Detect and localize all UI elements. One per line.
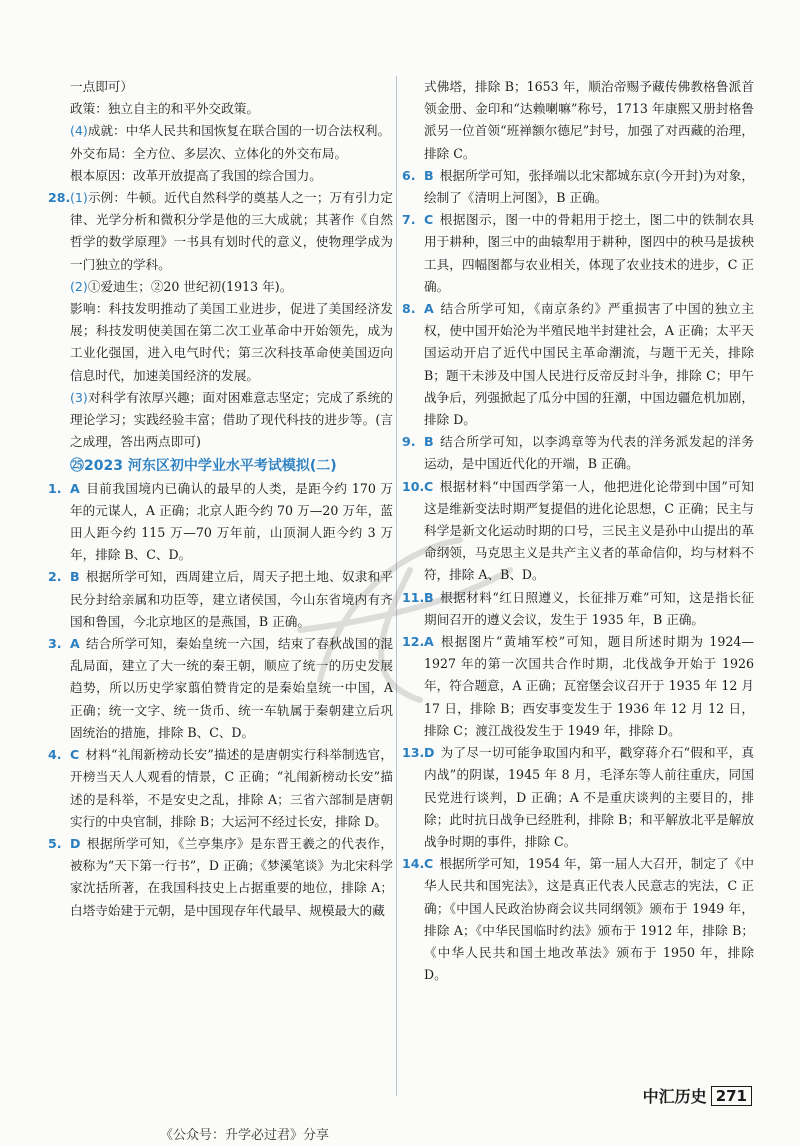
question-number: 3.	[48, 636, 62, 652]
question-number: 12.	[402, 634, 425, 650]
question-number: 6.	[402, 167, 416, 183]
text-line	[70, 187, 393, 276]
answer-explanation: 结合所学可知，以李鸿章等为代表的洋务派发起的洋务运动，是中国近代化的开端，B 正确。	[424, 434, 754, 472]
question-item	[402, 431, 754, 475]
text-line: 外交布局：全方位、多层次、立体化的外交布局。	[70, 145, 348, 161]
sub-number: (1)	[70, 190, 88, 206]
answer-letter: A	[424, 301, 434, 317]
text-line: 影响：科技发明推动了美国工业进步，促进了美国经济发展；科技发明使美国在第二次工业革命中开始领先，成为工业化强国，进入电气时代；第三次科技革命使美国迈向信息时代，加速美国经济的发展。	[70, 301, 393, 383]
question-item	[402, 853, 754, 986]
right-column	[402, 76, 754, 986]
question-28	[48, 187, 393, 453]
question-number: 8.	[402, 301, 416, 317]
left-column	[48, 76, 393, 922]
question-number: 28.	[48, 190, 71, 206]
question-item	[48, 833, 393, 922]
answer-letter: C	[424, 212, 434, 228]
answer-explanation: 材料“礼闱新榜动长安”描述的是唐朝实行科举制选官，开榜当天人人观看的情景，C 正确；“礼闱新榜动长安”描述的是科举，不是安史之乱，排除 A；三省六部制是唐朝实行的中央官制，排除 B；大运河不经过长安，排除 D。	[70, 747, 393, 829]
answer-letter: B	[424, 167, 434, 183]
answer-explanation: 根据所学可知，西周建立后，周天子把土地、奴隶和平民分封给亲属和功臣等，建立诸侯国，今山东省境内有齐国和鲁国，今北京地区的是燕国，B 正确。	[70, 569, 393, 629]
sub-answer: ①爱迪生；②20 世纪初(1913 年)。	[87, 278, 293, 294]
question-item	[402, 587, 754, 631]
question-number: 7.	[402, 212, 416, 228]
question-number: 11.	[402, 589, 425, 605]
answer-letter: A	[424, 634, 434, 650]
column-divider	[396, 76, 397, 1096]
answer-letter: A	[70, 480, 80, 496]
q27-continuation	[48, 76, 393, 187]
answer-letter: B	[424, 434, 434, 450]
question-number: 5.	[48, 835, 62, 851]
question-number: 2.	[48, 569, 62, 585]
text-line	[70, 387, 393, 454]
answer-explanation: 结合所学可知，秦始皇统一六国，结束了春秋战国的混乱局面，建立了大一统的秦王朝，顺应了统一的历史发展趋势，所以历史学家翦伯赞肯定的是秦始皇统一中国，A 正确；统一文字、统一货币、统一车轨属于秦朝建立后巩固统治的措施，排除 B、C、D。	[70, 636, 393, 740]
question-number: 10.	[402, 478, 425, 494]
answer-letter: A	[70, 636, 80, 652]
sub-answer: 成就：中华人民共和国恢复在联合国的一切合法权利。	[87, 123, 391, 139]
text-line: 一点即可）	[70, 79, 133, 94]
question-item	[402, 298, 754, 431]
answer-letter: C	[70, 747, 80, 763]
question-number: 9.	[402, 434, 416, 450]
answer-explanation: 根据材料“中国西学第一人，他把进化论带到中国”可知这是维新变法时期严复提倡的进化论思想，C 正确；民主与科学是新文化运动时期的口号，三民主义是孙中山提出的革命纲领，马克思主义是共产主义者的革命信仰，均与材料不符，排除 A、B、D。	[424, 478, 754, 583]
answer-explanation: 根据所学可知，1954 年，第一届人大召开，制定了《中华人民共和国宪法》，这是真正代表人民意志的宪法，C 正确；《中国人民政治协商会议共同纲领》颁布于 1949 年，排除 A；《中华民国临时约法》颁布于 1912 年，排除 B；《中华人民共和国土地改革法》颁布于 1950 年，排除 D。	[424, 856, 754, 983]
answer-letter: C	[424, 856, 434, 872]
answer-explanation: 目前我国境内已确认的最早的人类，是距今约 170 万年的元谋人，A 正确；北京人距今约 70 万—20 万年，蓝田人距今约 115 万—70 万年前，山顶洞人距今约 3 万年，排除 B、C、D。	[70, 480, 393, 563]
answer-explanation: 根据材料“红日照遵义，长征排万难”可知，这是指长征期间召开的遵义会议，发生于 1935 年，B 正确。	[424, 589, 754, 627]
question-item	[402, 742, 754, 853]
question-item	[402, 476, 754, 587]
question-number: 14.	[402, 856, 425, 872]
page-footer	[643, 1084, 752, 1107]
section-title: ㉕2023 河东区初中学业水平考试模拟(二)	[70, 458, 337, 475]
answer-explanation: 结合所学可知，《南京条约》严重损害了中国的独立主权，使中国开始沦为半殖民地半封建社会，A 正确；太平天国运动开启了近代中国民主革命潮流，与题干无关，排除 B；题干未涉及中国人民进行反帝反封斗争，排除 C；甲午战争后，列强掀起了瓜分中国的狂潮，中国边疆危机加剧，排除 D。	[424, 301, 754, 428]
sub-answer: 对科学有浓厚兴趣；面对困难意志坚定；完成了系统的理论学习；实践经验丰富；借助了现代科技的进步等。(言之成理，答出两点即可)	[70, 389, 393, 450]
share-note: 《公众号：升学必过君》分享	[160, 1128, 330, 1143]
answer-explanation: 根据图片“黄埔军校”可知，题目所述时期为 1924—1927 年的第一次国共合作时期，北伐战争开始于 1926 年，符合题意，A 正确；瓦窑堡会议召开于 1935 年 12 月 17 日，排除 B；西安事变发生于 1936 年 12 月 12 日，排除 C；渡江战役发生于 1949 年，排除 D。	[424, 634, 754, 738]
sub-number: (2)	[70, 278, 88, 294]
question-item	[402, 631, 754, 742]
subject-label: 中汇历史	[642, 1087, 707, 1106]
answer-explanation: 根据所学可知，张择端以北宋都城东京(今开封)为对象，绘制了《清明上河图》，B 正确。	[424, 167, 754, 206]
question-number: 4.	[48, 747, 62, 763]
page-number: 271	[711, 1086, 752, 1106]
question-item	[48, 744, 393, 833]
sub-answer: 示例：牛顿。近代自然科学的奠基人之一；万有引力定律、光学分析和微积分学是他的三大成就；其著作《自然哲学的数学原理》一书具有划时代的意义，使物理学成为一门独立的学科。	[70, 190, 393, 272]
question-item	[402, 209, 754, 298]
text-line: 根本原因：改革开放提高了我国的综合国力。	[70, 167, 322, 183]
answer-explanation: 根据所学可知，《兰亭集序》是东晋王羲之的代表作，被称为“天下第一行书”，D 正确；《梦溪笔谈》为北宋科学家沈括所著，在我国科技史上占据重要的地位，排除 A；白塔寺始建于元朝，是中国现存年代最早、规模最大的藏	[70, 835, 393, 918]
answer-letter: B	[70, 569, 80, 585]
answer-explanation: 根据图示，图一中的骨耜用于挖土，图二中的铁制农具用于耕种，图三中的曲辕犁用于耕种，图四中的秧马是拔秧工具，四幅图都与农业相关，体现了农业技术的进步，C 正确。	[424, 212, 754, 294]
text-line: 政策：独立自主的和平外交政策。	[70, 101, 259, 117]
answer-letter: B	[424, 589, 434, 605]
answer-letter: C	[424, 478, 434, 494]
answer-letter: D	[70, 835, 81, 851]
q5-continuation: 式佛塔，排除 B；1653 年，顺治帝赐予藏传佛教格鲁派首领金册、金印和“达赖喇嘛”称号，1713 年康熙又册封格鲁派另一位首领“班禅额尔德尼”封号，加强了对西藏的治理，排除 C。	[424, 79, 754, 161]
text-line	[70, 276, 393, 298]
sub-number: (3)	[70, 389, 88, 405]
question-number: 13.	[402, 745, 425, 761]
text-line	[70, 120, 393, 142]
question-number: 1.	[48, 480, 62, 496]
answer-explanation: 为了尽一切可能争取国内和平，戳穿蒋介石“假和平，真内战”的阴谋，1945 年 8 月，毛泽东等人前往重庆，同国民党进行谈判，D 正确；A 不是重庆谈判的主要目的，排除；此时抗日战争已经胜利，排除 B；和平解放北平是解放战争时期的事件，排除 C。	[424, 745, 754, 849]
question-item	[48, 478, 393, 567]
question-item	[48, 566, 393, 633]
question-item	[402, 165, 754, 209]
question-item	[48, 633, 393, 744]
answer-letter: D	[424, 745, 435, 761]
sub-number: (4)	[70, 123, 88, 139]
